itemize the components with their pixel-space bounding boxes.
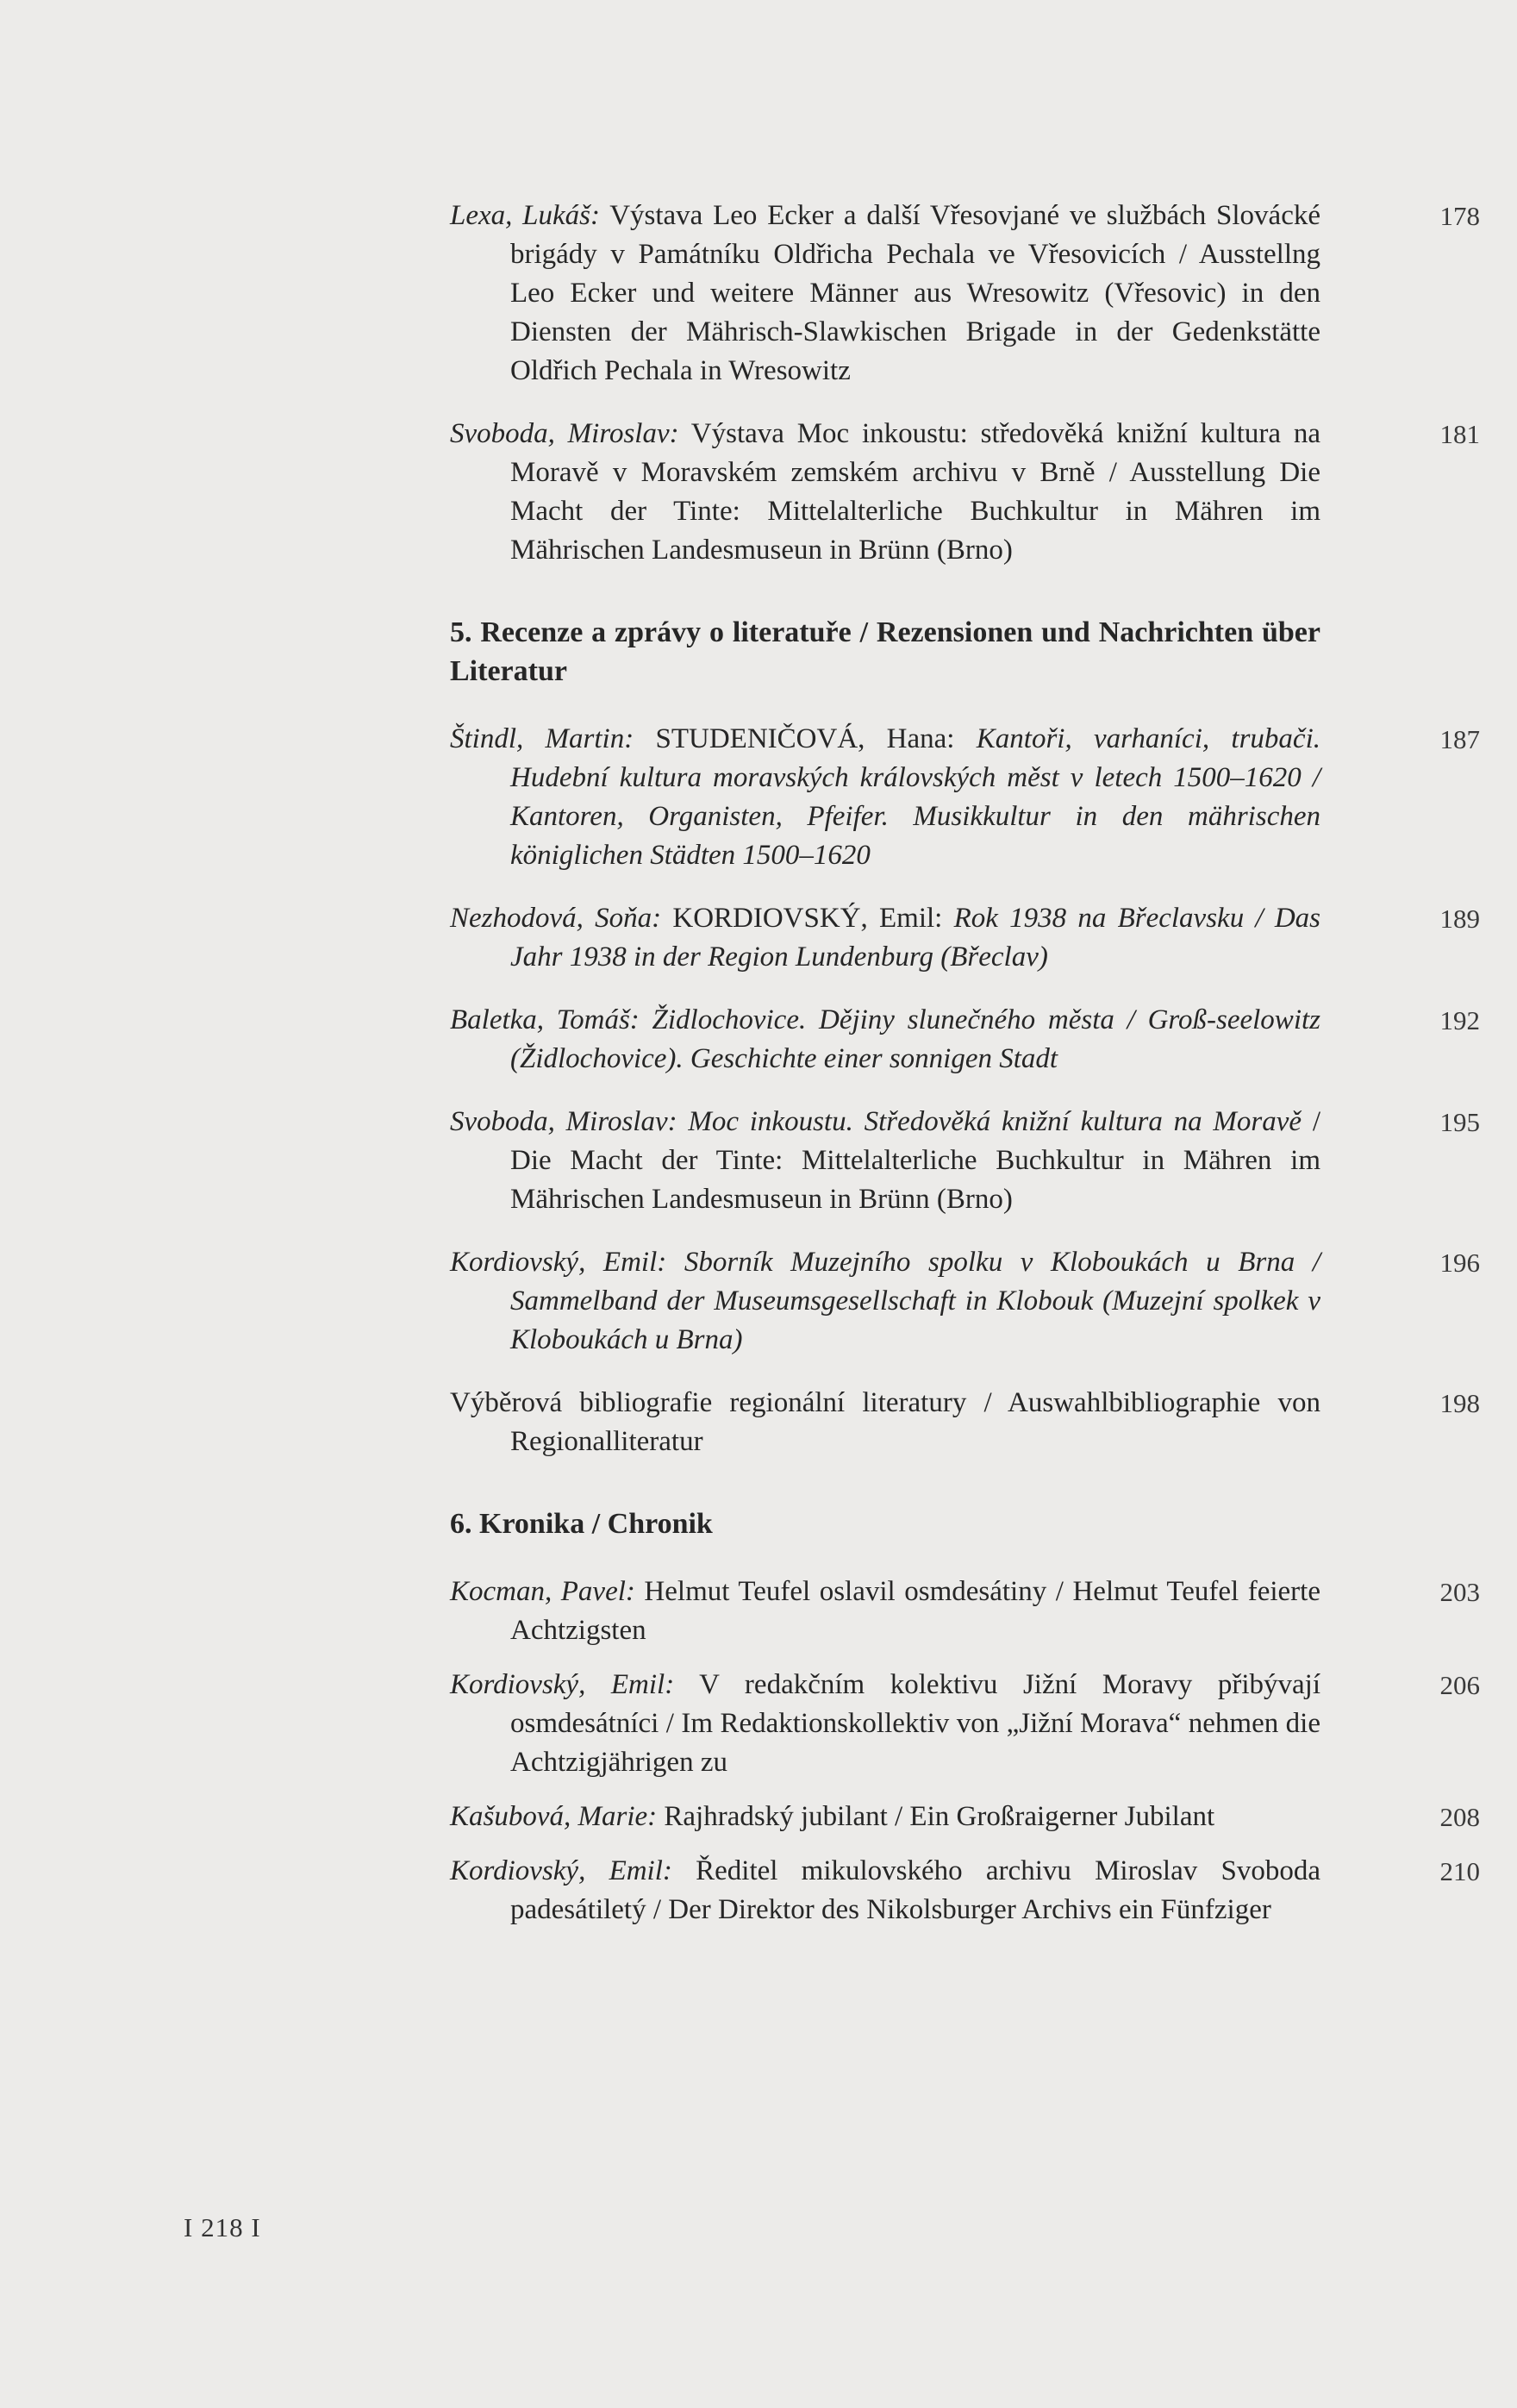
entry-text <box>450 197 1320 391</box>
toc-entry <box>450 415 1480 570</box>
entry-page-number: 178 <box>1439 201 1480 231</box>
toc-entry <box>450 899 1480 977</box>
entry-page-number: 195 <box>1439 1107 1480 1137</box>
toc-entry <box>450 1798 1480 1836</box>
entry-author: Kordiovský, Emil: <box>450 1669 675 1700</box>
entry-title-italic: Moc inkoustu. Středověká knižní kultura na Moravě <box>677 1106 1302 1137</box>
entry-author: Kordiovský, Emil: <box>450 1855 672 1886</box>
entry-title-italic: Rok 1938 na Břeclavsku / Das Jahr 1938 in der Region Lundenburg (Břeclav) <box>510 903 1321 973</box>
toc-entry <box>450 1243 1480 1360</box>
entry-page-number: 208 <box>1439 1802 1480 1832</box>
entry-page-number: 189 <box>1439 904 1480 934</box>
entry-text <box>450 1852 1320 1930</box>
entry-author: Kašubová, Marie: <box>450 1801 658 1832</box>
entry-title: KORDIOVSKÝ, Emil: <box>661 903 954 934</box>
entry-title: Helmut Teufel oslavil osmdesátiny / Helmut Teufel feierte Achtzigsten <box>510 1576 1320 1646</box>
entry-page-number: 181 <box>1439 419 1480 449</box>
entry-text <box>450 1666 1320 1782</box>
toc-entry <box>450 1852 1480 1930</box>
entry-page-number: 196 <box>1439 1248 1480 1278</box>
entry-title-italic: Sborník Muzejního spolku v Kloboukách u Brna / Sammelband der Museumsgesellschaft in Klobouk (Muzejní spolkek v Kloboukách u Brna) <box>510 1247 1320 1355</box>
entry-author: Baletka, Tomáš: <box>450 1004 640 1035</box>
entry-page-number: 203 <box>1439 1577 1480 1607</box>
entry-title: V redakčním kolektivu Jižní Moravy přibývají osmdesátníci / Im Redaktionskollektiv von „Jižní Morava“ nehmen die Achtzigjährigen zu <box>510 1669 1320 1778</box>
entry-author: Svoboda, Miroslav: <box>450 1106 677 1137</box>
entry-title: Výstava Moc inkoustu: středověká knižní kultura na Moravě v Moravském zemském archivu v Brně / Ausstellung Die Macht der Tinte: Mittelalterliche Buchkultur in Mähren im Mährischen Landesmuseun in Brünn (Brno) <box>510 418 1320 566</box>
entry-title-italic: Kantoři, varhaníci, trubači. Hudební kultura moravských královských měst v letech 1500–1620 / Kantoren, Organisten, Pfeifer. Musikkultur in den mährischen königlichen Städten 1500–1620 <box>510 723 1320 871</box>
entry-author: Kocman, Pavel: <box>450 1576 635 1607</box>
toc-entry <box>450 197 1480 391</box>
entry-text <box>450 899 1320 977</box>
section-heading: 6. Kronika / Chronik <box>450 1508 713 1540</box>
entry-text <box>450 1573 1320 1650</box>
toc-entry <box>450 1573 1480 1650</box>
entry-text <box>450 1798 1320 1836</box>
entry-author: Lexa, Lukáš: <box>450 200 601 231</box>
entry-author: Nezhodová, Soňa: <box>450 903 662 934</box>
entry-text <box>450 1103 1320 1219</box>
entry-page-number: 192 <box>1439 1005 1480 1035</box>
toc-entry <box>450 1384 1480 1461</box>
entry-title-italic: Židlochovice. Dějiny slunečného města / Groß-seelowitz (Židlochovice). Geschichte einer sonnigen Stadt <box>510 1004 1320 1074</box>
section-heading: 5. Recenze a zprávy o literatuře / Rezensionen und Nachrichten über Literatur <box>450 616 1320 687</box>
entry-author: Kordiovský, Emil: <box>450 1247 667 1278</box>
entry-page-number: 198 <box>1439 1388 1480 1418</box>
page-folio: I 218 I <box>184 2212 261 2242</box>
entry-page-number: 187 <box>1439 724 1480 754</box>
entry-author: Štindl, Martin: <box>450 723 634 754</box>
entry-title: STUDENIČOVÁ, Hana: <box>634 723 977 754</box>
entry-title: / Die Macht der Tinte: Mittelalterliche Buchkultur in Mähren im Mährischen Landesmuseun in Brünn (Brno) <box>510 1106 1320 1215</box>
entry-text <box>450 1001 1320 1079</box>
entry-page-number: 210 <box>1439 1856 1480 1886</box>
entry-text <box>450 720 1320 875</box>
toc-entry <box>450 1666 1480 1782</box>
entry-text <box>450 1243 1320 1360</box>
table-of-contents <box>450 197 1480 1930</box>
entry-author: Svoboda, Miroslav: <box>450 418 679 449</box>
toc-entry <box>450 1001 1480 1079</box>
entry-title: Rajhradský jubilant / Ein Großraigerner Jubilant <box>657 1801 1215 1832</box>
entry-page-number: 206 <box>1439 1670 1480 1700</box>
entry-title: Výstava Leo Ecker a další Vřesovjané ve službách Slovácké brigády v Památníku Oldřicha Pechala ve Vřesovicích / Ausstellng Leo Ecker und weitere Männer aus Wresowitz (Vřesovic) in den Diensten der Mährisch-Slawkischen Brigade in der Gedenkstätte Oldřich Pechala in Wresowitz <box>510 200 1321 386</box>
entry-text <box>450 1384 1320 1461</box>
toc-entry <box>450 720 1480 875</box>
entry-title: Ředitel mikulovského archivu Miroslav Svoboda padesátiletý / Der Direktor des Nikolsburger Archivs ein Fünfziger <box>510 1855 1320 1925</box>
entry-title: Výběrová bibliografie regionální literatury / Auswahlbibliographie von Regionalliteratur <box>450 1387 1320 1457</box>
entry-text <box>450 415 1320 570</box>
toc-entry <box>450 1103 1480 1219</box>
